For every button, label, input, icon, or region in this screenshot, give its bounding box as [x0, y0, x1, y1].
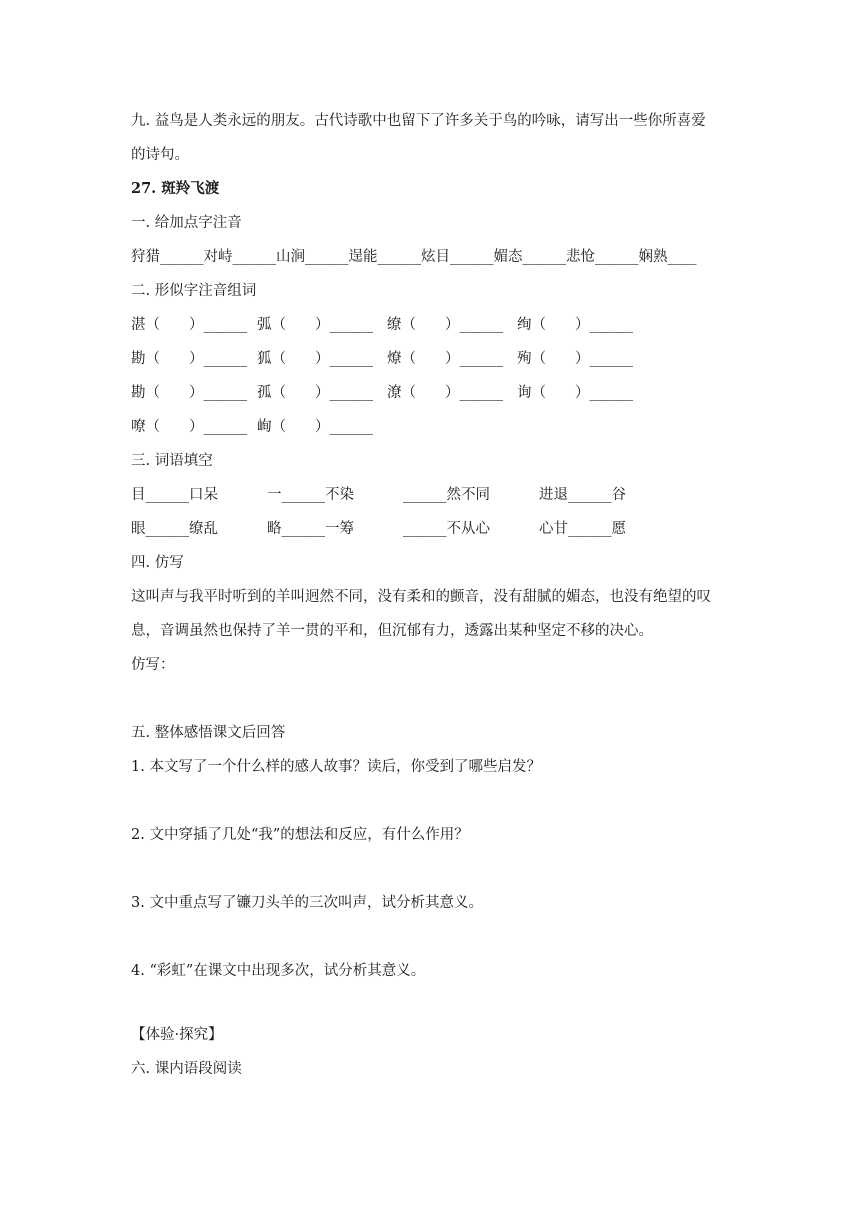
- section6-heading: 六. 课内语段阅读: [131, 1061, 242, 1077]
- char-item: 勘（ ）______: [131, 385, 247, 401]
- section5-question-1: 1. 本文写了一个什么样的感人故事？读后，你受到了哪些启发？: [131, 759, 541, 775]
- idiom-item: 一______不染: [267, 487, 354, 503]
- q9-text-line1: 九. 益鸟是人类永远的朋友。古代诗歌中也留下了许多关于鸟的吟咏，请写出一些你所喜爱: [131, 113, 706, 129]
- char-item: 潦（ ）______: [387, 385, 503, 401]
- char-item: 弧（ ）______: [257, 317, 373, 333]
- section5-question-4: 4. “彩虹”在课文中出现多次，试分析其意义。: [131, 963, 426, 979]
- idiom-item: ______不从心: [403, 521, 490, 537]
- char-item: 狐（ ）______: [257, 351, 373, 367]
- section3-heading: 三. 词语填空: [131, 453, 213, 469]
- idiom-item: 心甘______愿: [539, 521, 626, 537]
- lesson-title: 27. 斑羚飞渡: [131, 180, 220, 197]
- char-item: 峋（ ）______: [257, 419, 373, 435]
- section1-heading: 一. 给加点字注音: [131, 215, 242, 231]
- idiom-item: 略______一筹: [267, 521, 354, 537]
- section4-paragraph-line2: 息，音调虽然也保持了羊一贯的平和，但沉郁有力，透露出某种坚定不移的决心。: [131, 623, 653, 639]
- char-item: 询（ ）______: [517, 385, 633, 401]
- char-item: 湛（ ）______: [131, 317, 247, 333]
- section4-prompt: 仿写：: [131, 657, 175, 673]
- section5-question-2: 2. 文中穿插了几处“我”的想法和反应，有什么作用？: [131, 827, 469, 843]
- char-item: 燎（ ）______: [387, 351, 503, 367]
- section4-heading: 四. 仿写: [131, 555, 184, 571]
- idiom-item: 进退______谷: [539, 487, 626, 503]
- q9-text-line2: 的诗句。: [131, 147, 189, 163]
- section5-heading: 五. 整体感悟课文后回答: [131, 725, 286, 741]
- section2-heading: 二. 形似字注音组词: [131, 283, 257, 299]
- char-item: 绚（ ）______: [517, 317, 633, 333]
- section5-question-3: 3. 文中重点写了镰刀头羊的三次叫声，试分析其意义。: [131, 895, 483, 911]
- section4-paragraph-line1: 这叫声与我平时听到的羊叫迥然不同，没有柔和的颤音，没有甜腻的媚态，也没有绝望的叹: [131, 589, 711, 605]
- char-item: 勘（ ）______: [131, 351, 247, 367]
- char-item: 孤（ ）______: [257, 385, 373, 401]
- experience-explore-heading: 【体验·探究】: [131, 1027, 223, 1043]
- idiom-item: 目______口呆: [131, 487, 218, 503]
- char-item: 缭（ ）______: [387, 317, 503, 333]
- section1-pinyin-line: 狩猎______对峙______山涧______逞能______炫目______媚态______悲怆______娴熟____: [131, 249, 697, 265]
- idiom-item: 眼______缭乱: [131, 521, 218, 537]
- char-item: 嘹（ ）______: [131, 419, 247, 435]
- idiom-item: ______然不同: [403, 487, 490, 503]
- char-item: 殉（ ）______: [517, 351, 633, 367]
